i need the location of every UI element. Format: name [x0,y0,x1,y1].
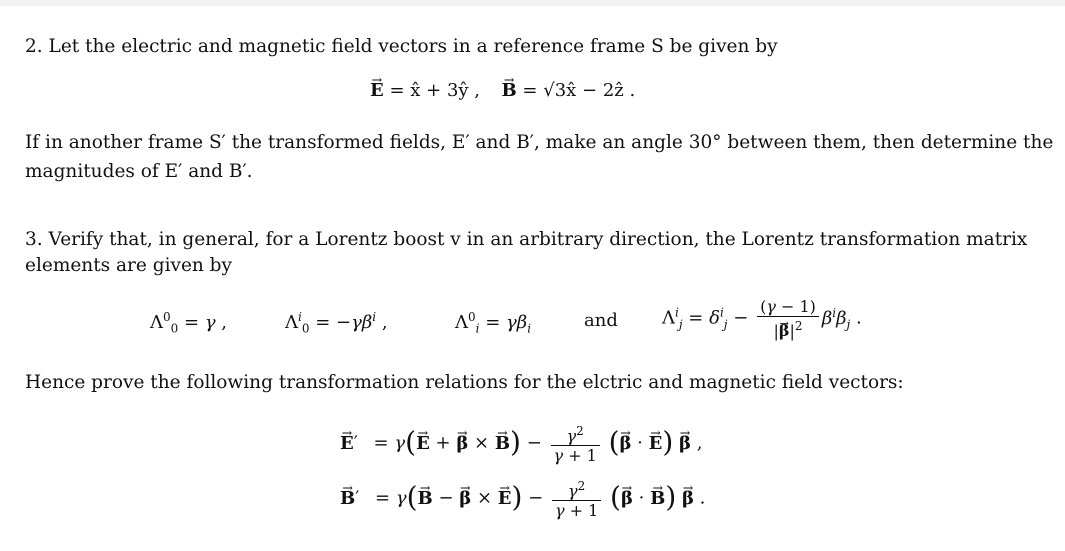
problem-2-line-2-text: magnitudes of E′ and B′. [25,161,253,182]
lorentz-element-00: $\Lambda^0_0 = \gamma$ , [150,310,228,336]
problem-2-line-1-text: If in another frame S′ the transformed fields, E′ and B′, make an angle 30° between them, then determine the [25,132,1054,153]
fraction-gamma-minus-one: $\frac{(\gamma - 1)}{|\to \beta|^2}$ [757,297,819,340]
top-edge [0,0,1065,6]
lorentz-element-i0: $\Lambda^i_0 = -\gamma\beta^i$ , [285,310,388,336]
problem-3-line-1 [25,228,1027,252]
problem-2-intro [25,35,778,59]
problem-3-line-2-text: elements are given by [25,255,232,276]
and-label [584,310,618,331]
problem-2-intro-text: 2. Let the electric and magnetic field vectors in a reference frame S be given by [25,36,778,57]
b-prime-equation: → B′ = γ(→ B − → β × → E) − $\frac{\gamma^2}{\gamma + 1}$ (→ β · → B) → β . [340,477,705,520]
problem-2-line-2 [25,160,253,184]
problem-3-line-2 [25,254,232,278]
problem-2-equation: → E = x̂ + 3ŷ , → B = √3x̂ − 2ẑ . [370,80,635,101]
fraction-gamma-squared-e: $\frac{\gamma^2}{\gamma + 1}$ [551,422,600,465]
e-prime-equation: → E′ = γ(→ E + → β × → B) − $\frac{\gamma^2}{\gamma + 1}$ (→ β · → E) → β , [340,422,702,465]
fraction-gamma-squared-b: $\frac{\gamma^2}{\gamma + 1}$ [552,477,601,520]
hence-text: Hence prove the following transformation relations for the elctric and magnetic field vectors: [25,372,904,393]
lorentz-element-ij: $\Lambda^i_j = \delta^i_j$ − $\frac{(\gamma - 1)}{|\to \beta|^2}$ $\beta^i\beta_j$ . [662,297,862,340]
problem-2-line-1 [25,131,1053,155]
and-text: and [584,310,618,331]
problem-3-line-1-text: 3. Verify that, in general, for a Lorentz boost v in an arbitrary direction, the Lorentz transformation matrix [25,229,1028,250]
hence-line [25,371,904,395]
lorentz-element-0i: $\Lambda^0_i = \gamma\beta_i$ [455,310,532,336]
